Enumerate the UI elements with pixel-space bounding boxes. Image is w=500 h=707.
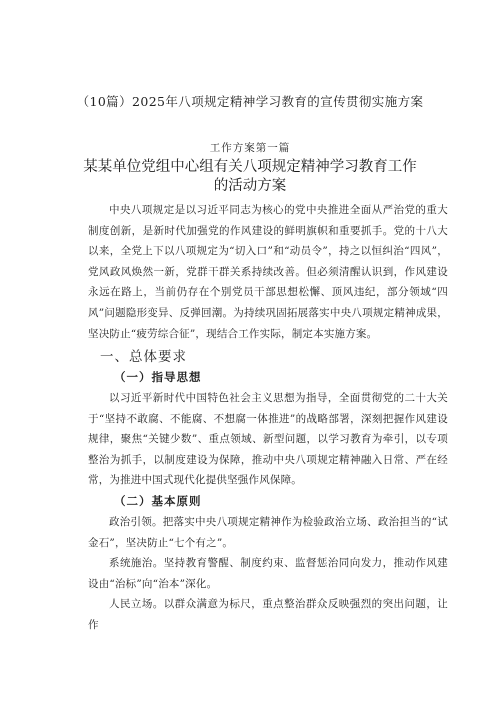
guiding-thought-block — [88, 388, 448, 491]
guiding-thought-paragraph: 以习近平新时代中国特色社会主义思想为指导，全面贯彻党的二十大关于“坚持不敢腐、不能腐、不想腐一体推进”的战略部署，深刻把握作风建设规律，聚焦“关键少数”、重点领域、新型问题，以学习教育为牵引，以专项整治为抓手，以制度建设为保障，推动中央八项规定精神融入日常、严在经常，为推进中国式现代化提供坚强作风保障。 — [88, 392, 448, 487]
main-title-line2: 的活动方案 — [213, 178, 287, 194]
principle-systematic-governance: 系统施治。坚持教育警醒、制度约束、监督惩治同向发力，推动作风建设由“治标”向“治本”深化。 — [88, 557, 448, 590]
section1-heading: 一、总体要求 — [100, 349, 187, 365]
section1-sub2-heading: （二）基本原则 — [114, 494, 202, 508]
section1-sub1-heading: （一）指导思想 — [114, 370, 202, 384]
principle-political-guidance: 政治引领。把落实中央八项规定精神作为检验政治立场、政治担当的“试金石”，坚决防止“七个有之”。 — [88, 516, 448, 549]
principle-people-stance: 人民立场。以群众满意为标尺，重点整治群众反映强烈的突出问题，让作 — [88, 598, 448, 631]
main-title-line1: 某某单位党组中心组有关八项规定精神学习教育工作 — [83, 159, 417, 175]
main-title — [0, 158, 500, 196]
series-title: 工作方案第一篇 — [209, 142, 291, 154]
intro-paragraph-block — [88, 200, 448, 344]
intro-paragraph: 中央八项规定是以习近平同志为核心的党中央推进全面从严治党的重大制度创新，是新时代加强党的作风建设的鲜明旗帜和重要抓手。党的十八大以来，全党上下以八项规定为“切入口”和“动员令”，持之以恒纠治“四风”，党风政风焕然一新，党群干群关系持续改善。但必须清醒认识到，作风建设永远在路上，当前仍存在个别党员干部思想松懈、顶风违纪，部分领域“四风”问题隐形变异、反弹回潮。为持续巩固拓展落实中央八项规定精神成果，坚决防止“疲劳综合征”，现结合工作实际，制定本实施方案。 — [88, 204, 448, 340]
basic-principles-block — [88, 512, 448, 636]
document-title: （10篇）2025年八项规定精神学习教育的宣传贯彻实施方案 — [76, 94, 424, 109]
